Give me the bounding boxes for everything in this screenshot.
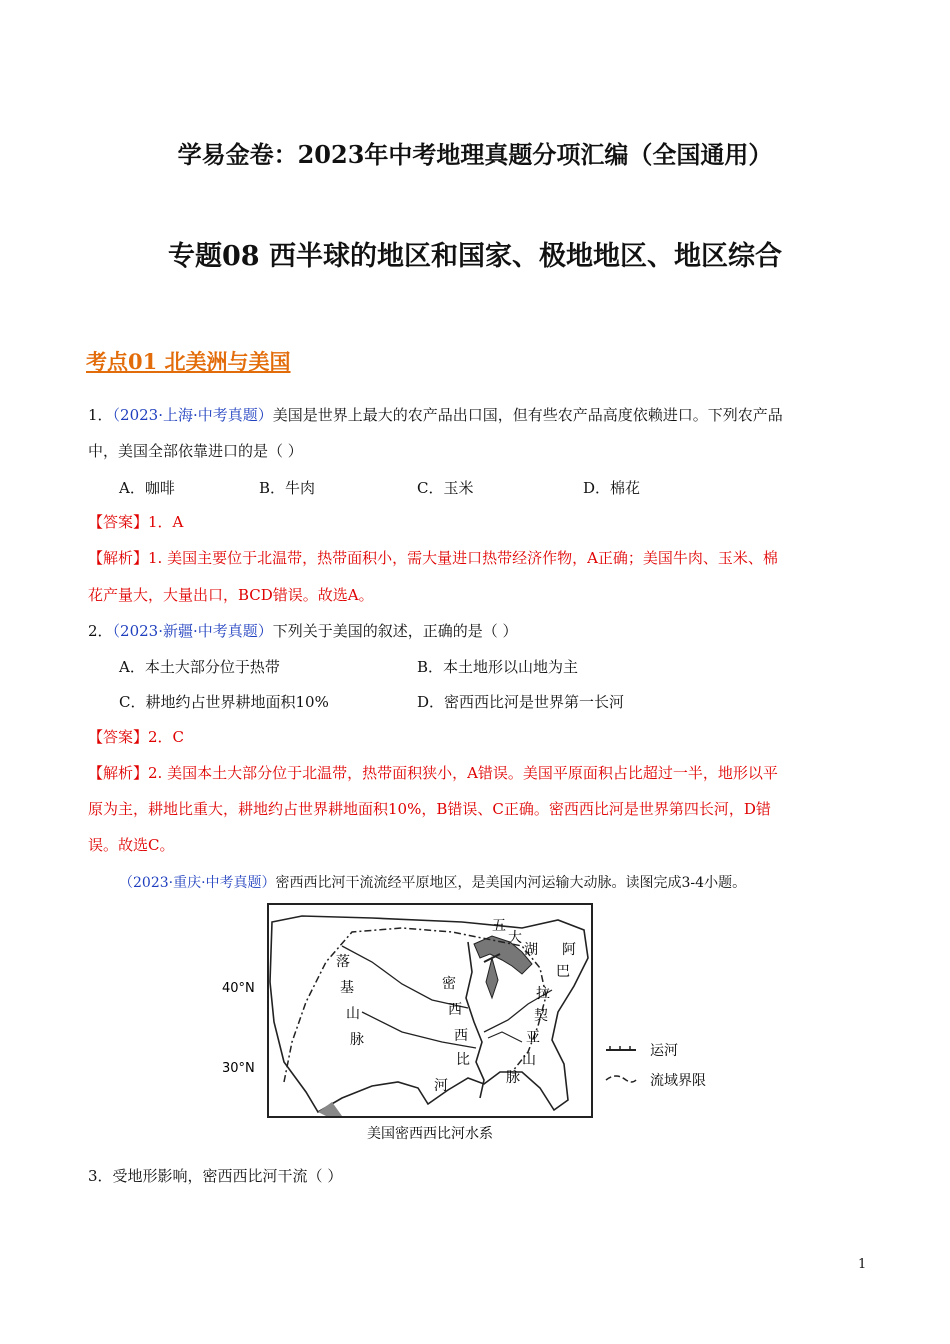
q2-answer: [88, 726, 184, 747]
rocky-label-3: 山: [346, 1006, 360, 1022]
lakes-label-2: 大: [508, 930, 522, 946]
analysis-text: 2. 美国本土大部分位于北温带，热带面积狭小，A错误。美国平原面积占比超过一半，地形以平: [148, 764, 778, 782]
map-caption: 美国密西西比河水系: [367, 1126, 493, 1142]
analysis-text: 1. 美国主要位于北温带，热带面积小，需大量进口热带经济作物，A正确；美国牛肉、玉米、棉: [148, 549, 778, 567]
answer-tag: 【答案】: [88, 728, 149, 746]
q2-analysis-line-3: 误。故选C。: [88, 836, 175, 854]
question-text: 美国是世界上最大的农产品出口国，但有些农产品高度依赖进口。下列农产品: [272, 406, 783, 424]
question-number: 3．: [88, 1167, 113, 1185]
lakes-label-3: 湖: [524, 942, 538, 958]
question-text: 密西西比河干流流经平原地区，是美国内河运输大动脉。读图完成3-4小题。: [275, 875, 747, 891]
q1-option-c: C．玉米: [417, 479, 474, 497]
q1-option-a: A．咖啡: [119, 479, 175, 497]
q2-option-d: D．密西西比河是世界第一长河: [417, 693, 625, 711]
appal-label-2: 巴: [556, 964, 570, 980]
legend-canal-label: 运河: [650, 1043, 678, 1059]
q1-analysis-line-2: 花产量大，大量出口，BCD错误。故选A。: [88, 586, 374, 604]
appal-label-6: 山: [522, 1052, 536, 1068]
question-text: 受地形影响，密西西比河干流（ ）: [112, 1167, 343, 1185]
appal-label-3: 拉: [536, 986, 550, 1002]
question-3-line-1: [88, 1165, 342, 1186]
q2-analysis-line-1: [88, 762, 778, 783]
question-1-line-2: 中，美国全部依靠进口的是（ ）: [88, 442, 303, 460]
q2-option-a: A．本土大部分位于热带: [119, 658, 280, 676]
q2-analysis-line-2: 原为主，耕地比重大，耕地约占世界耕地面积10%，B错误、C正确。密西西比河是世界第四长河，D错: [88, 800, 771, 818]
question-number: 2．: [88, 622, 113, 640]
rocky-label-2: 基: [340, 980, 354, 996]
legend-boundary-symbol: [606, 1076, 636, 1082]
q1-analysis-line-1: [88, 547, 778, 568]
miss-label-1: 密: [442, 976, 456, 992]
question-source: （2023·重庆·中考真题）: [119, 875, 276, 891]
miss-label-2: 西: [448, 1002, 462, 1018]
question-text: 下列关于美国的叙述，正确的是（ ）: [272, 622, 518, 640]
document-title: 学易金卷：2023年中考地理真题分项汇编（全国通用）: [177, 140, 773, 169]
appal-label-4: 契: [534, 1008, 548, 1024]
question-1-line-1: [88, 404, 783, 425]
question-2-line-1: [88, 620, 518, 641]
question-number: 1．: [88, 406, 113, 424]
appal-label-7: 脉: [506, 1070, 520, 1086]
lakes-label-1: 五: [492, 918, 506, 934]
q1-option-d: D．棉花: [583, 479, 641, 497]
analysis-tag: 【解析】: [88, 764, 149, 782]
rocky-label-1: 落: [336, 954, 350, 970]
answer-tag: 【答案】: [88, 513, 149, 531]
q1-answer: [88, 511, 183, 532]
answer-value: 1．A: [148, 513, 184, 531]
q2-option-b: B．本土地形以山地为主: [417, 658, 579, 676]
page-number: 1: [858, 1257, 867, 1272]
question-source: （2023·上海·中考真题）: [112, 406, 273, 424]
section-heading: 考点01 北美洲与美国: [86, 349, 291, 374]
miss-label-3: 西: [454, 1028, 468, 1044]
q2-option-c: C．耕地约占世界耕地面积10%: [119, 693, 329, 711]
miss-label-4: 比: [456, 1052, 470, 1068]
appal-label-5: 亚: [526, 1030, 540, 1046]
q34-intro: [119, 872, 746, 892]
lat-30-label: 30°N: [222, 1061, 255, 1076]
rocky-label-4: 脉: [350, 1032, 364, 1048]
analysis-tag: 【解析】: [88, 549, 149, 567]
appal-label-1: 阿: [562, 942, 576, 958]
document-subtitle: 专题08 西半球的地区和国家、极地地区、地区综合: [168, 241, 782, 272]
mississippi-map-figure: [222, 902, 722, 1142]
answer-value: 2．C: [148, 728, 185, 746]
legend-boundary-label: 流域界限: [650, 1073, 706, 1089]
lat-40-label: 40°N: [222, 981, 255, 996]
question-source: （2023·新疆·中考真题）: [112, 622, 273, 640]
miss-label-5: 河: [434, 1078, 448, 1094]
q1-option-b: B．牛肉: [259, 479, 316, 497]
